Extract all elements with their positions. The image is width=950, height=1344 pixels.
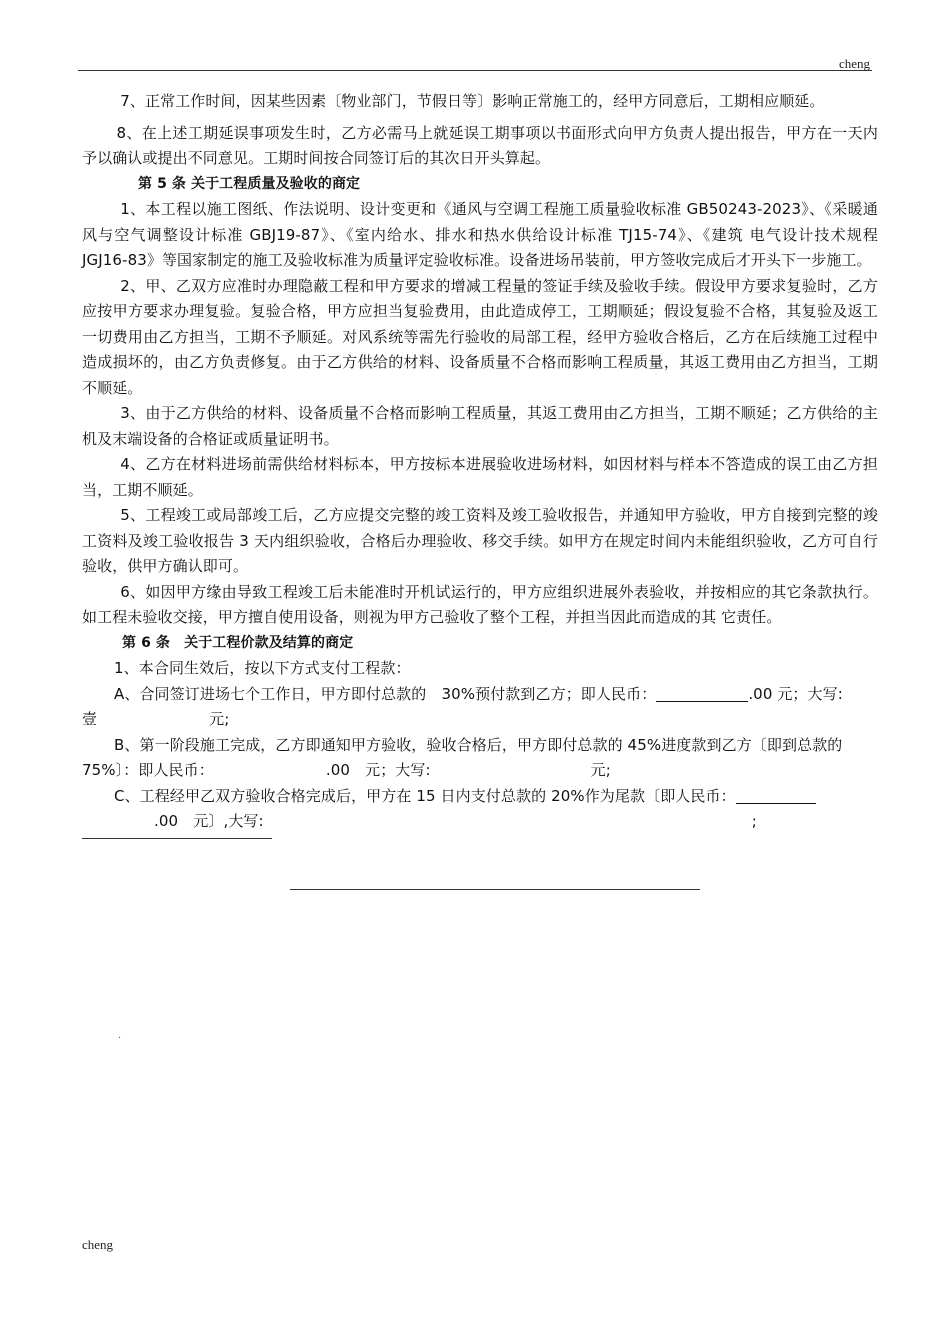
clause-4-item-8: 8、在上述工期延误事项发生时，乙方必需马上就延误工期事项以书面形式向甲方负责人提出报告，甲方在一天内予以确认或提出不同意见。工期时间按合同签订后的其次日开头算起。: [82, 123, 878, 167]
page-header: cheng: [838, 56, 870, 71]
article-6-item-1: 1、本合同生效后，按以下方式支付工程款：: [114, 659, 411, 677]
payment-a-unit: 元;: [209, 710, 230, 728]
payment-b-amount: .00 元；大写:: [325, 761, 431, 779]
payment-a-line: [82, 682, 878, 708]
payment-b-unit: 元;: [590, 761, 611, 779]
article-5-item-4: 4、乙方在材料进场前需供给材料标本，甲方按标本进展验收进场材料，如因材料与样本不答造成的误工由乙方担当，工期不顺延。: [82, 455, 878, 499]
page-footer: cheng: [82, 1237, 114, 1252]
payment-a-amount: .00 元；大写:: [748, 684, 843, 703]
article-6-heading: 第 6 条 关于工程价款及结算的商定: [122, 634, 354, 651]
payment-a-text: A、合同签订进场七个工作日，甲方即付总款的 30%预付款到乙方；即人民币：: [114, 684, 657, 703]
article-5-item-1: 1、本工程以施工图纸、作法说明、设计变更和《通风与空调工程施工质量验收标准 GB50243-2023》、《采暖通风与空气调整设计标准 GBJ19-87》、《室内给水、排水和热水供给设计标准 TJ15-74》、《建筑 电气设计技术规程 JGJ16-83》等国家制定的施工及验收标准为质量评定验收标准。设备进场吊装前，甲方签收完成后才开头下一步施工。: [82, 200, 878, 269]
payment-c-end: ;: [751, 812, 757, 830]
payment-a-daxie: 壹: [82, 710, 98, 728]
clause-4-item-7: 7、正常工作时间，因某些因素〔物业部门，节假日等〕影响正常施工的，经甲方同意后，工期相应顺延。: [120, 92, 825, 110]
payment-b-text: B、第一阶段施工完成，乙方即通知甲方验收，验收合格后，甲方即付总款的 45%进度款到乙方〔即到总款的 75%〕：即人民币：: [82, 735, 843, 779]
payment-a-amount-blank: [656, 683, 748, 702]
payment-c-amount-blank: [736, 785, 816, 804]
document-body: [82, 89, 878, 835]
payment-c-line: [82, 784, 878, 835]
strikethrough-mark: [82, 838, 272, 839]
article-5-item-2: 2、甲、乙双方应准时办理隐蔽工程和甲方要求的增减工程量的签证手续及验收手续。假设甲方要求复验时，乙方应按甲方要求办理复验。复验合格，甲方应担当复验费用，由此造成停工，工期顺延；假设复验不合格，其复验及返工一切费用由乙方担当，工期不予顺延。对风系统等需先行验收的局部工程，经甲方验收合格后，乙方在后续施工过程中造成损坏的，由乙方负责修复。由于乙方供给的材料、设备质量不合格而影响工程质量，其返工费用由乙方担当，工期不顺延。: [82, 276, 878, 397]
stray-mark: .: [118, 1030, 122, 1041]
article-5-item-6: 6、如因甲方缘由导致工程竣工后未能准时开机试运行的，甲方应组织进展外表验收，并按相应的其它条款执行。如工程未验收交接，甲方擅自使用设备，则视为甲方己验收了整个工程，并担当因此而造成的其 它责任。: [82, 582, 878, 626]
header-rule: [78, 70, 872, 71]
article-5-item-5: 5、工程竣工或局部竣工后，乙方应提交完整的竣工资料及竣工验收报告，并通知甲方验收，甲方自接到完整的竣工资料及竣工验收报告 3 天内组织验收，合格后办理验收、移交手续。如甲方在规定时间内未能组织验收，乙方可自行验收，供甲方确认即可。: [82, 506, 878, 575]
payment-a-daxie-line: [82, 707, 878, 733]
payment-c-amount: .00 元〕,大写:: [154, 812, 264, 830]
payment-b-line: [82, 733, 878, 784]
strikethrough-mark: [290, 889, 700, 890]
payment-c-text: C、工程经甲乙双方验收合格完成后，甲方在 15 日内支付总款的 20%作为尾款〔即人民币：: [114, 786, 736, 805]
article-5-item-3: 3、由于乙方供给的材料、设备质量不合格而影响工程质量，其返工费用由乙方担当，工期不顺延；乙方供给的主机及末端设备的合格证或质量证明书。: [82, 404, 878, 448]
article-5-heading: 第 5 条 关于工程质量及验收的商定: [138, 175, 361, 192]
